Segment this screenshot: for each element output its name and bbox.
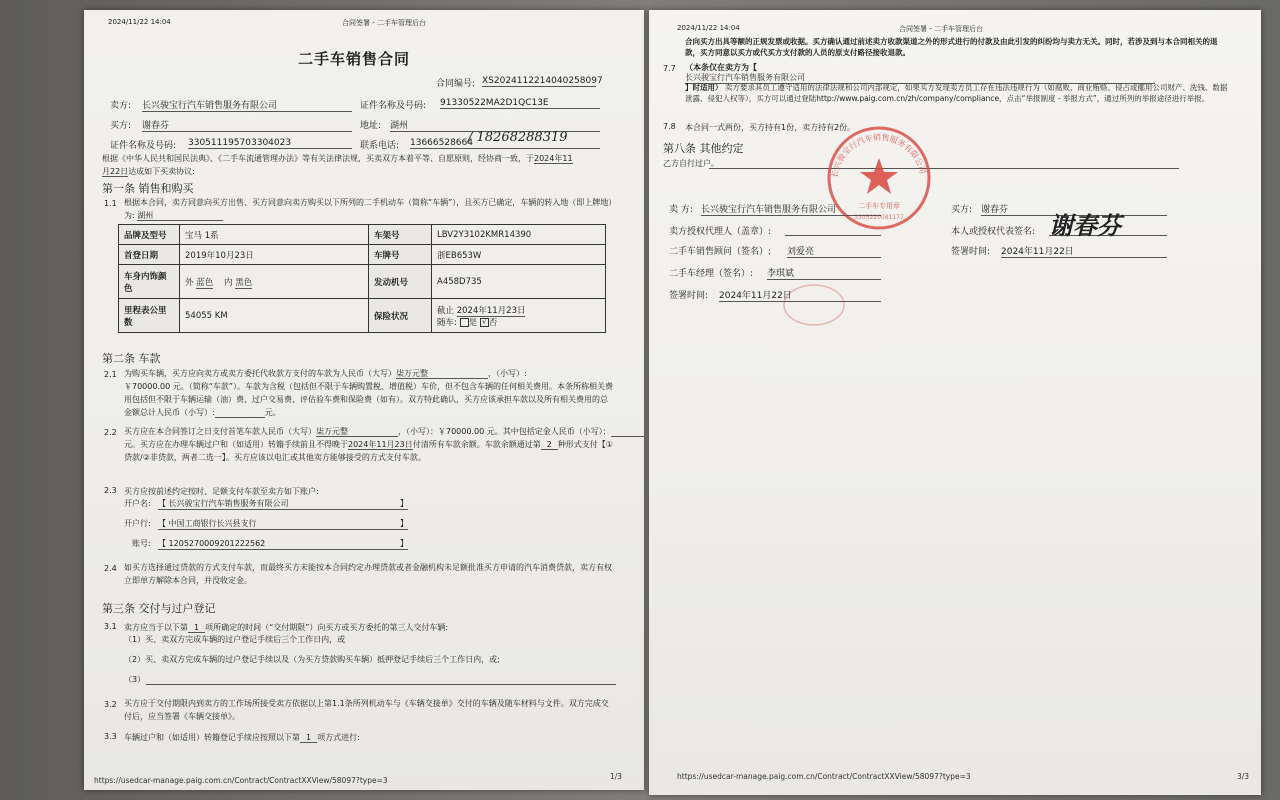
brand-value: 宝马 1系 (180, 225, 369, 245)
print-date: 2024/11/22 14:04 (108, 18, 171, 26)
seal-number: 3305220081177 (854, 214, 904, 221)
mileage-value: 54055 KM (180, 299, 369, 333)
buyer-name: 谢春芬 (142, 118, 352, 132)
clause-3-1-b: （2）买、卖双方完成车辆的过户登记手续以及（为买方贷款购买车辆）抵押登记手续后三个工作日内，或; (124, 655, 500, 664)
insurance-label: 保险状况 (369, 299, 432, 333)
article-8-text: 乙方自行过户。 (663, 159, 719, 168)
page-title: 二手车销售合同 (298, 50, 411, 68)
sig-time-label: 签署时间: (669, 291, 709, 301)
print-header-title: 合同签署 - 二手车管理后台 (342, 19, 426, 27)
acct-no: 【 1205270009201222562 】 (158, 539, 408, 548)
clause-3-1-a: （1）买、卖双方完成车辆的过户登记手续后三个工作日内，或 (124, 635, 346, 644)
clause-1-1: 根据本合同，卖方同意向买方出售、买方同意向卖方购买以下所列的二手机动车（简称“车辆”），且买方已确定，车辆的转入地（即上牌地）为: 湖州 (124, 198, 613, 220)
color-value: 外 蓝色 内 黑色 (180, 265, 369, 299)
vin-value: LBV2Y3102KMR14390 (432, 225, 606, 245)
clause-no: 2.3 (104, 486, 117, 495)
sig-manager-label: 二手车经理（签名）: (669, 269, 754, 279)
sig-buyer-label: 买方: (951, 205, 973, 215)
clause-3-1: 卖方应当于以下第 1 项所确定的时间（“交付期限”）向买方或买方委托的第三人交付车辆: (124, 623, 449, 632)
sig-seller: 长兴骏宝行汽车销售服务有限公司 (701, 202, 881, 216)
sig-buyer: 谢春芬 (981, 202, 1167, 216)
print-header-title: 合同签署 - 二手车管理后台 (899, 25, 983, 33)
article-8-title: 第八条 其他约定 (663, 142, 744, 155)
buyer-address: 湖州 (390, 118, 600, 132)
clause-no: 3.3 (104, 732, 117, 741)
handwritten-phone: / 18268288319 (468, 130, 568, 145)
clause-2-2: 买方应在本合同签订之日支付首笔车款人民币（大写）柒万元整 ，（小写）：￥70000.00 元。其中包括定金人民币（小写）：元。买方应在办理车辆过户和（如适用）转籍手续前且不得晚于2024年11月23日付清所有车款余额。车款余额通过第 2 种形式支付【①贷款/②非贷款，两者二选一】。买方应该以电汇或其他卖方能够接受的方式支付车款。 (124, 425, 614, 464)
buyer-label: 买方: (110, 121, 132, 131)
acct-no-label: 账号: (132, 539, 151, 548)
contract-page-1 (84, 10, 644, 790)
vehicle-table (118, 224, 606, 333)
sig-time: 2024年11月22日 (719, 288, 881, 302)
cert-label: 证件名称及号码: (360, 101, 427, 111)
article-1-title: 第一条 销售和购买 (102, 182, 194, 195)
sig-agent-line (785, 224, 881, 236)
address-label: 地址: (360, 121, 382, 131)
clause-2-4: 如买方选择通过贷款的方式支付车款，而最终买方未能按本合同约定办理贷款或者金融机构未足额批准买方申请的汽车消费贷款，卖方有权立即单方解除本合同，并没收定金。 (124, 563, 612, 585)
firstreg-label: 首登日期 (119, 245, 180, 265)
blank-line (146, 684, 616, 685)
plate-value: 浙EB653W (432, 245, 606, 265)
mileage-label: 里程表公里数 (119, 299, 180, 333)
clause-2-1: 为购买车辆，买方应向卖方或卖方委托代收款方支付的车款为人民币（大写）柒万元整 ，（小写）: ￥70000.00 元。（简称“车款”）。车款为含税（包括但不限于车辆购置税、增值税）车价，但不包含车辆的任何相关费用。本条所称相关费用包括但不限于车辆运输（油）费、过户交易费、评估验车费和保险费（如有）。双方特此确认，买方应该承担车款以及所有相关费用的总金额总计人民币（小写）: 元。 (124, 369, 613, 417)
article-2-title: 第二条 车款 (102, 352, 161, 365)
clause-3-2: 买方应于交付期限内到卖方的工作场所接受卖方依据以上第1.1条所列机动车与《车辆交接单》交付的车辆及随车材料与文件。双方完成交付后，应当签署《车辆交接单》。 (124, 699, 609, 721)
article-3-title: 第三条 交付与过户登记 (102, 602, 216, 615)
footer-url: https://usedcar-manage.paig.com.cn/Contract/ContractXXView/58097?type=3 (677, 772, 971, 781)
checkbox-yes[interactable] (460, 318, 469, 327)
vin-label: 车架号 (369, 225, 432, 245)
sig-buyer-time-label: 签署时间: (951, 247, 991, 257)
firstreg-value: 2019年10月23日 (180, 245, 369, 265)
clause-no: 3.2 (104, 700, 117, 709)
clause-no: 3.1 (104, 622, 117, 631)
buyer-id-no: 330511195703304023 (188, 138, 352, 149)
phone-label: 联系电话: (360, 141, 400, 151)
clause-no: 7.7 (663, 64, 676, 73)
sig-consultant-label: 二手车销售顾问（签名）: (669, 247, 772, 257)
sig-buyer-self-label: 本人或授权代表签名: (951, 227, 1036, 237)
sig-agent-label: 卖方授权代理人（盖章）: (669, 227, 772, 237)
engine-value: A458D735 (432, 265, 606, 299)
seller-name: 长兴骏宝行汽车销售服务有限公司 (142, 98, 352, 112)
clause-no: 1.1 (104, 199, 117, 208)
contract-page-3 (649, 10, 1261, 795)
clause-7-7: 】时适用） 卖方要求其员工遵守适用的法律法规和公司内部规定，如果买方发现卖方员工存在违法违规行为（如腐败、商业贿赂、侵占或挪用公司财产、洗钱、数据泄露、侵犯人权等），买方可以通过登陆http://www.paig.com.cn/zh/company/compliance，点击“举报制度 - 举报方式”，通过所列的举报途径进行举报。 (685, 83, 1228, 103)
acct-name-label: 开户名: (124, 499, 151, 508)
preamble: 根据《中华人民共和国民法典》、《二手车流通管理办法》等有关法律法规，买卖双方本着平等、自愿原则，经协商一致，于2024年11 月22日达成如下买卖协议: (102, 154, 573, 176)
footer-url: https://usedcar-manage.paig.com.cn/Contract/ContractXXView/58097?type=3 (94, 776, 388, 785)
clause-3-3: 车辆过户和（如适用）转籍登记手续应按照以下第 1 项方式进行: (124, 733, 360, 742)
blank-line (709, 168, 1179, 169)
clause-7-6-tail: 合向买方出具等额的正规发票或收据。买方确认通过前述卖方收款渠道之外的形式进行的付款及由此引发的纠纷均与卖方无关。同时，若涉及到与本合同相关的退款，买方同意以买方或代买方支付款的人员的原支付路径接收退款。 (685, 37, 1218, 57)
seal-sub: 二手车专用章 (858, 202, 900, 210)
insurance-value: 截止 2024年11月23日 随车: 是 √ 否 (432, 299, 606, 333)
brand-label: 品牌及型号 (119, 225, 180, 245)
clause-7-7-company: 长兴骏宝行汽车销售服务有限公司 (685, 72, 1155, 84)
buyer-phone: 13666528664 (410, 138, 600, 149)
seller-label: 卖方: (110, 101, 132, 111)
acct-name: 【 长兴骏宝行汽车销售服务有限公司 】 (158, 499, 408, 508)
acct-bank: 【 中国工商银行长兴县支行 】 (158, 519, 408, 528)
clause-no: 2.4 (104, 564, 117, 573)
plate-label: 车牌号 (369, 245, 432, 265)
buyer-id-label: 证件名称及号码: (110, 141, 177, 151)
contract-no-label: 合同编号: (436, 79, 476, 89)
clause-no: 2.1 (104, 370, 117, 379)
contract-no: XS20241122140402580​97 (482, 76, 603, 86)
seller-cert-no: 91330522MA2D1QC13E (440, 98, 600, 109)
clause-no: 2.2 (104, 428, 117, 437)
clause-3-1-c: （3） (124, 675, 146, 684)
sig-consultant: 刘爱亮 (787, 244, 881, 258)
acct-bank-label: 开户行: (124, 519, 151, 528)
footer-page-number: 1/3 (610, 772, 623, 781)
seal-name: 长兴骏宝行汽车销售服务有限公司 (830, 132, 928, 179)
engine-label: 发动机号 (369, 265, 432, 299)
buyer-signature: 谢春芬 (1049, 211, 1121, 240)
clause-2-3: 买方应按前述约定按时、足额支付车款至卖方如下账户: (124, 487, 319, 496)
print-date: 2024/11/22 14:04 (677, 24, 740, 32)
footer-page-number: 3/3 (1237, 772, 1250, 781)
clause-no: 7.8 (663, 122, 676, 131)
clause-7-8: 本合同一式两份，买方持有1份，卖方持有2份。 (685, 123, 856, 132)
sig-buyer-time: 2024年11月22日 (1001, 244, 1167, 258)
color-label: 车身内饰颜色 (119, 265, 180, 299)
sig-manager: 李琪斌 (767, 266, 881, 280)
sig-seller-label: 卖 方: (669, 205, 693, 215)
clause-7-7-head: （本条仅在卖方为【 (685, 63, 757, 72)
checkbox-no[interactable]: √ (480, 318, 489, 327)
